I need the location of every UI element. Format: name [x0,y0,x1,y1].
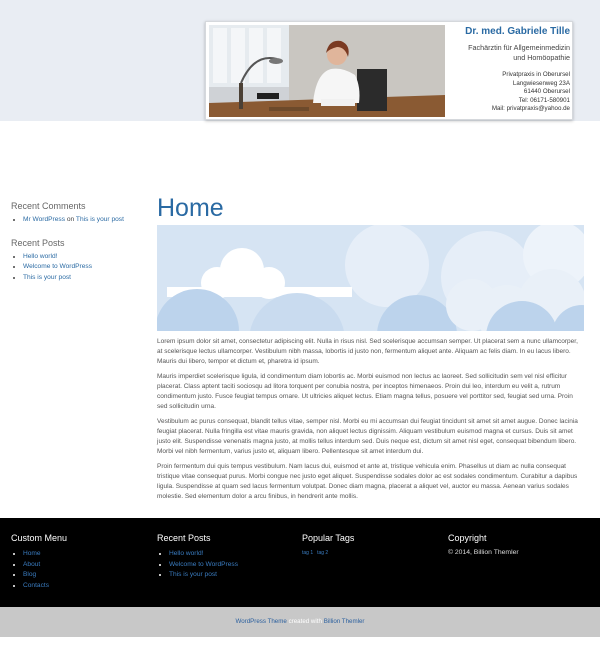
footer-recent-posts [157,533,292,581]
copyright-text: © 2014, Billion Themler [448,549,519,556]
comment-post-link[interactable]: This is your post [75,216,124,223]
specialty-line-2: und Homöopathie [513,53,570,62]
footer-widget-title: Recent Posts [157,533,211,543]
footer-widget-title: Popular Tags [302,533,355,543]
specialty-line-1: Fachärztin für Allgemeinmedizin [468,43,570,52]
doctor-name: Dr. med. Gabriele Tille [465,26,570,37]
credit-text: created with [288,618,322,625]
list-item [23,581,146,592]
post-link[interactable]: Welcome to WordPress [169,560,239,568]
list-item [23,560,146,571]
menu-link-about[interactable]: About [23,560,41,568]
post-link[interactable]: This is your post [23,273,72,281]
post-link[interactable]: Hello world! [169,550,204,557]
widget-title: Recent Posts [11,237,65,248]
tag-cloud [302,549,437,556]
address-line: 61440 Oberursel [523,88,570,95]
practice-address [449,71,570,114]
list-item [23,570,146,581]
comment-on-text: on [66,216,75,223]
footer-widget-title: Copyright [448,533,487,543]
paragraph: Lorem ipsum dolor sit amet, consectetur adipiscing elit. Nulla in risus nisl. Sed scelerisque accumsan semper. Ut placerat sem a nunc ullamcorper, at scelerisque lectus ullamcorper. Vestibulum nibh massa, lobortis id justo non, fermentum aliquet ante. Aliquam ac felis diam. In eu lacus libero. Mauris dui libero, tempor et dictum et, pharetra id ipsum. [157,338,578,365]
cloud-banner-image [157,225,584,331]
post-body [157,337,585,502]
footer-widget-title: Custom Menu [11,533,68,543]
paragraph: Mauris imperdiet scelerisque ligula, id condimentum diam lobortis ac. Morbi euismod non lectus ac laoreet. Sed sollicitudin sem vel nisl efficitur placerat. Class aptent taciti sociosqu ad litora torquent per conubia nostra, per inceptos himenaeos. Proin dui leo, interdum eu velit a, rutrum condimentum justo. Fusce feugiat tempus ornare. Ut ultricies aliquet lectus. Etiam magna tellus, posuere vel porttitor sed, feugiat sed urna. Proin sed sollicitudin urna. [157,373,573,410]
paragraph: Proin fermentum dui quis tempus vestibulum. Nam lacus dui, euismod et ante at, tristique vehicula enim. Phasellus ut diam ac nulla consequat tristique vitae consequat purus. Morbi congue nec justo eget aliquet. Suspendisse sodales dolor ac est sodales condimentum. Curabitur a dapibus ligula. Suspendisse at quam sed lacus fermentum volutpat. Donec diam magna, placerat a aliquet vel, auctor eu massa. Aenean varius sodales molestie. Sed elementum dolor a arcu finibus, in hendrerit ante mollis. [157,463,578,500]
menu-link-contacts[interactable]: Contacts [23,581,50,589]
address-mail: Mail: privatpraxis@yahoo.de [491,105,570,112]
address-line: Privatpraxis in Oberursel [502,71,570,78]
page-title: Home [157,194,224,222]
list-item [23,273,146,284]
tag-link[interactable]: tag 1 [302,550,314,556]
address-phone: Tel: 06171-580901 [518,96,570,104]
list-item [169,570,292,581]
recent-posts-widget [11,238,146,284]
doctor-photo [209,25,445,117]
footer-custom-menu [11,533,146,591]
post-link[interactable]: Hello world! [23,252,58,260]
list-item [23,252,146,263]
doctor-specialty [449,43,570,63]
header-info [449,26,570,114]
header-card [205,21,573,120]
list-item [23,549,146,560]
menu-link-home[interactable]: Home [23,550,41,557]
footer [0,518,600,607]
theme-credit-link[interactable]: WordPress Theme [235,618,287,625]
credit-bar [0,607,600,637]
list-item [23,215,146,226]
tag-link[interactable]: tag 2 [317,550,329,556]
widget-title: Recent Comments [11,201,86,211]
recent-comments-widget [11,201,146,226]
paragraph: Vestibulum ac purus consequat, blandit tellus vitae, semper nisl. Morbi eu mi accumsan dui feugiat tincidunt sit amet sit amet augue. Donec lacinia feugiat placerat. Nulla fringilla est vitae mauris gravida, non aliquet lectus dignissim. Aliquam vestibulum euismod magna et cursus. Duis sit amet justo elit. Suspendisse venenatis magna justo, at mollis tellus interdum sed. Duis neque est, dictum sit amet nisl eget, consequat bibendum libero. Morbi vel nibh fermentum, varius justo et, aliquam libero. Pellentesque sit amet interdum dui. [157,418,578,455]
main-content [157,193,585,502]
sidebar [11,201,146,283]
comment-author-link[interactable]: Mr WordPress [23,216,66,223]
post-link[interactable]: This is your post [169,571,218,578]
menu-link-blog[interactable]: Blog [23,571,37,578]
list-item [23,262,146,273]
footer-copyright [448,533,583,556]
author-credit-link[interactable]: Billion Themler [323,618,365,625]
list-item [169,549,292,560]
footer-popular-tags [302,533,437,556]
address-line: Langwiesenweg 23A [512,79,570,87]
post-link[interactable]: Welcome to WordPress [23,263,93,270]
list-item [169,560,292,571]
